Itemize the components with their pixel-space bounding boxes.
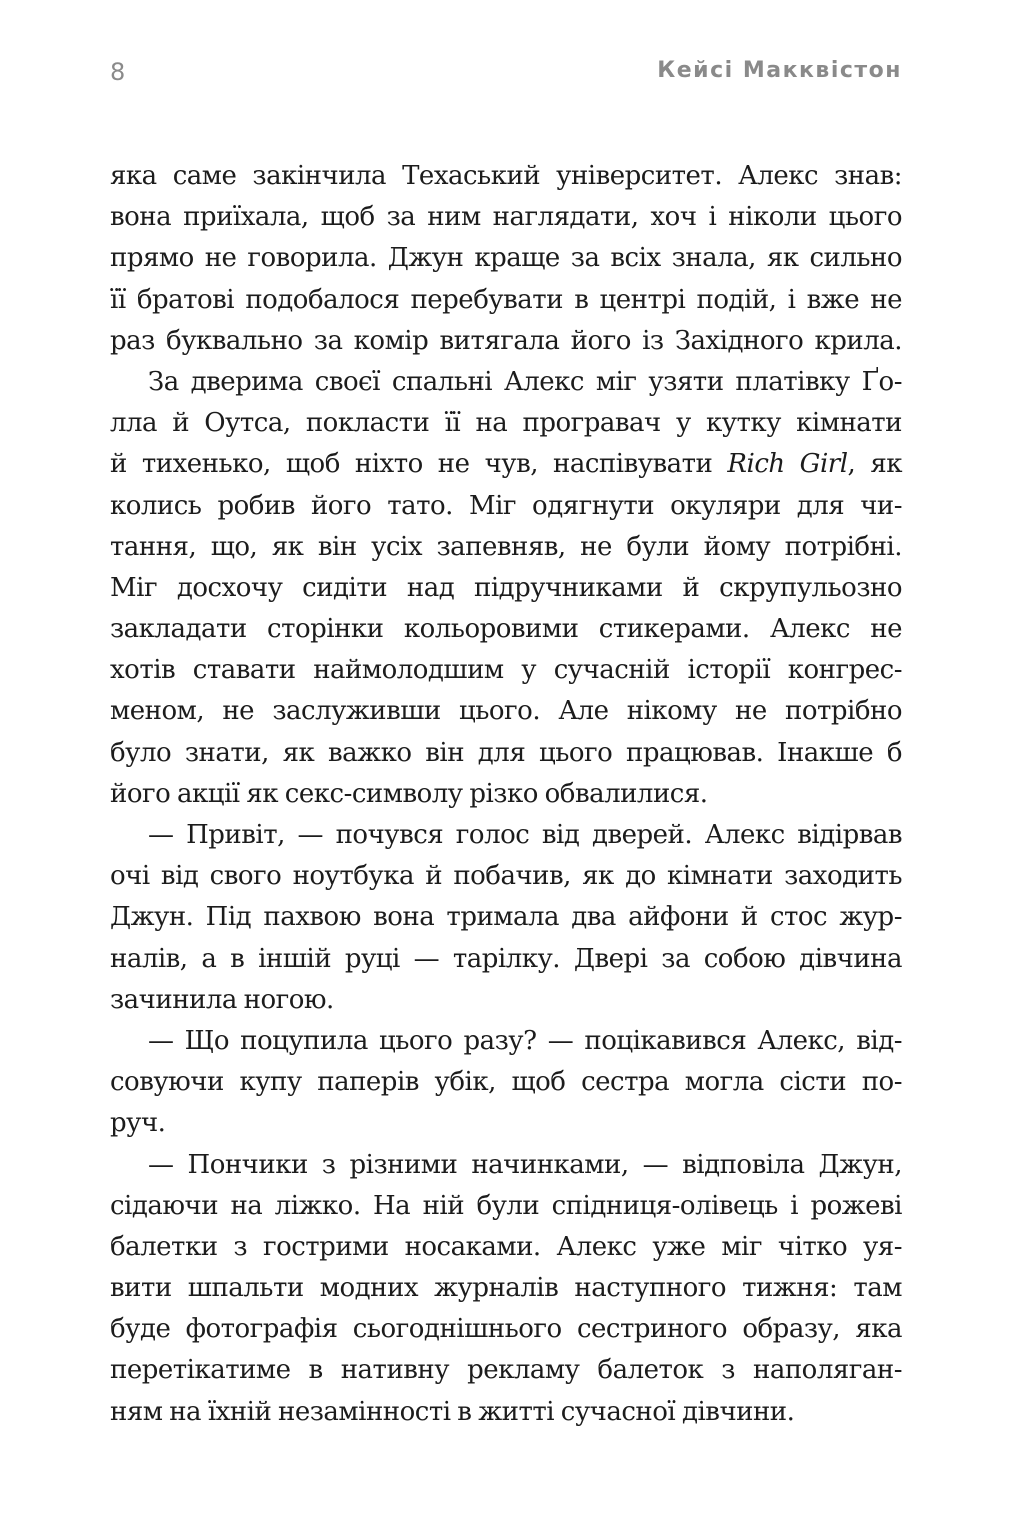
text-line: За дверима своєї спальні Алекс міг узяти платівку Ґо- (148, 366, 902, 397)
text-line: її братові подобалося перебувати в центрі подій, і вже не (110, 284, 902, 315)
text-fragment: й тихенько, щоб ніхто не чув, наспівувати (110, 449, 728, 480)
text-line: зачинила ногою. (110, 984, 334, 1015)
text-line: було знати, як важко він для цього працював. Інакше б (110, 737, 902, 768)
text-line: тання, що, як він усіх запевняв, не були йому потрібні. (110, 531, 902, 562)
page-number: 8 (110, 58, 126, 86)
text-line-with-italic (110, 444, 902, 485)
running-head (110, 58, 902, 98)
text-line: перетікатиме в нативну рекламу балеток з наполяган- (110, 1355, 902, 1386)
text-line: балетки з гострими носаками. Алекс уже міг чітко уя- (110, 1231, 902, 1262)
text-line: закладати сторінки кольоровими стикерами. Алекс не (110, 614, 902, 645)
text-line: вити шпальти модних журналів наступного тижня: там (110, 1273, 902, 1304)
song-title: Rich Girl (727, 449, 848, 480)
text-line: очі від свого ноутбука й побачив, як до кімнати заходить (110, 861, 902, 892)
text-line: його акції як секс-символу різко обвалилися. (110, 778, 708, 809)
author-name: Кейсі Макквістон (657, 58, 902, 83)
text-line: — Що поцупила цього разу? — поцікавився Алекс, від- (148, 1025, 902, 1056)
text-line: ням на їхній незамінності в житті сучасної дівчини. (110, 1396, 795, 1427)
text-line: — Привіт, — почувся голос від дверей. Алекс відірвав (148, 820, 902, 850)
text-fragment: , як (847, 449, 902, 480)
text-line: — Пончики з різними начинками, — відповіла Джун, (148, 1149, 902, 1180)
text-line: колись робив його тато. Міг одягнути окуляри для чи- (110, 490, 902, 521)
text-line: хотів ставати наймолодшим у сучасній історії конгрес- (110, 655, 902, 686)
text-line: совуючи купу паперів убік, щоб сестра могла сісти по- (110, 1067, 902, 1098)
text-line: руч. (110, 1108, 166, 1139)
text-line: вона приїхала, щоб за ним наглядати, хоч і ніколи цього (110, 202, 902, 233)
text-line: лла й Оутса, покласти її на програвач у кутку кімнати (110, 408, 902, 439)
text-line: сідаючи на ліжко. На ній були спідниця-олівець і рожеві (110, 1190, 902, 1221)
text-line: раз буквально за комір витягала його із Західного крила. (110, 325, 902, 356)
text-line: меном, не заслуживши цього. Але нікому не потрібно (110, 696, 902, 727)
text-line: прямо не говорила. Джун краще за всіх знала, як сильно (110, 243, 902, 274)
text-line: налів, а в іншій руці — тарілку. Двері за собою дівчина (110, 943, 902, 974)
text-line: буде фотографія сьогоднішнього сестриного образу, яка (110, 1314, 902, 1345)
body-text (110, 156, 902, 1433)
text-line: Міг досхочу сидіти над підручниками й скрупульозно (110, 572, 902, 603)
text-line: яка саме закінчила Техаський університет. Алекс знав: (110, 161, 902, 191)
text-line: Джун. Під пахвою вона тримала два айфони й стос жур- (110, 902, 902, 933)
